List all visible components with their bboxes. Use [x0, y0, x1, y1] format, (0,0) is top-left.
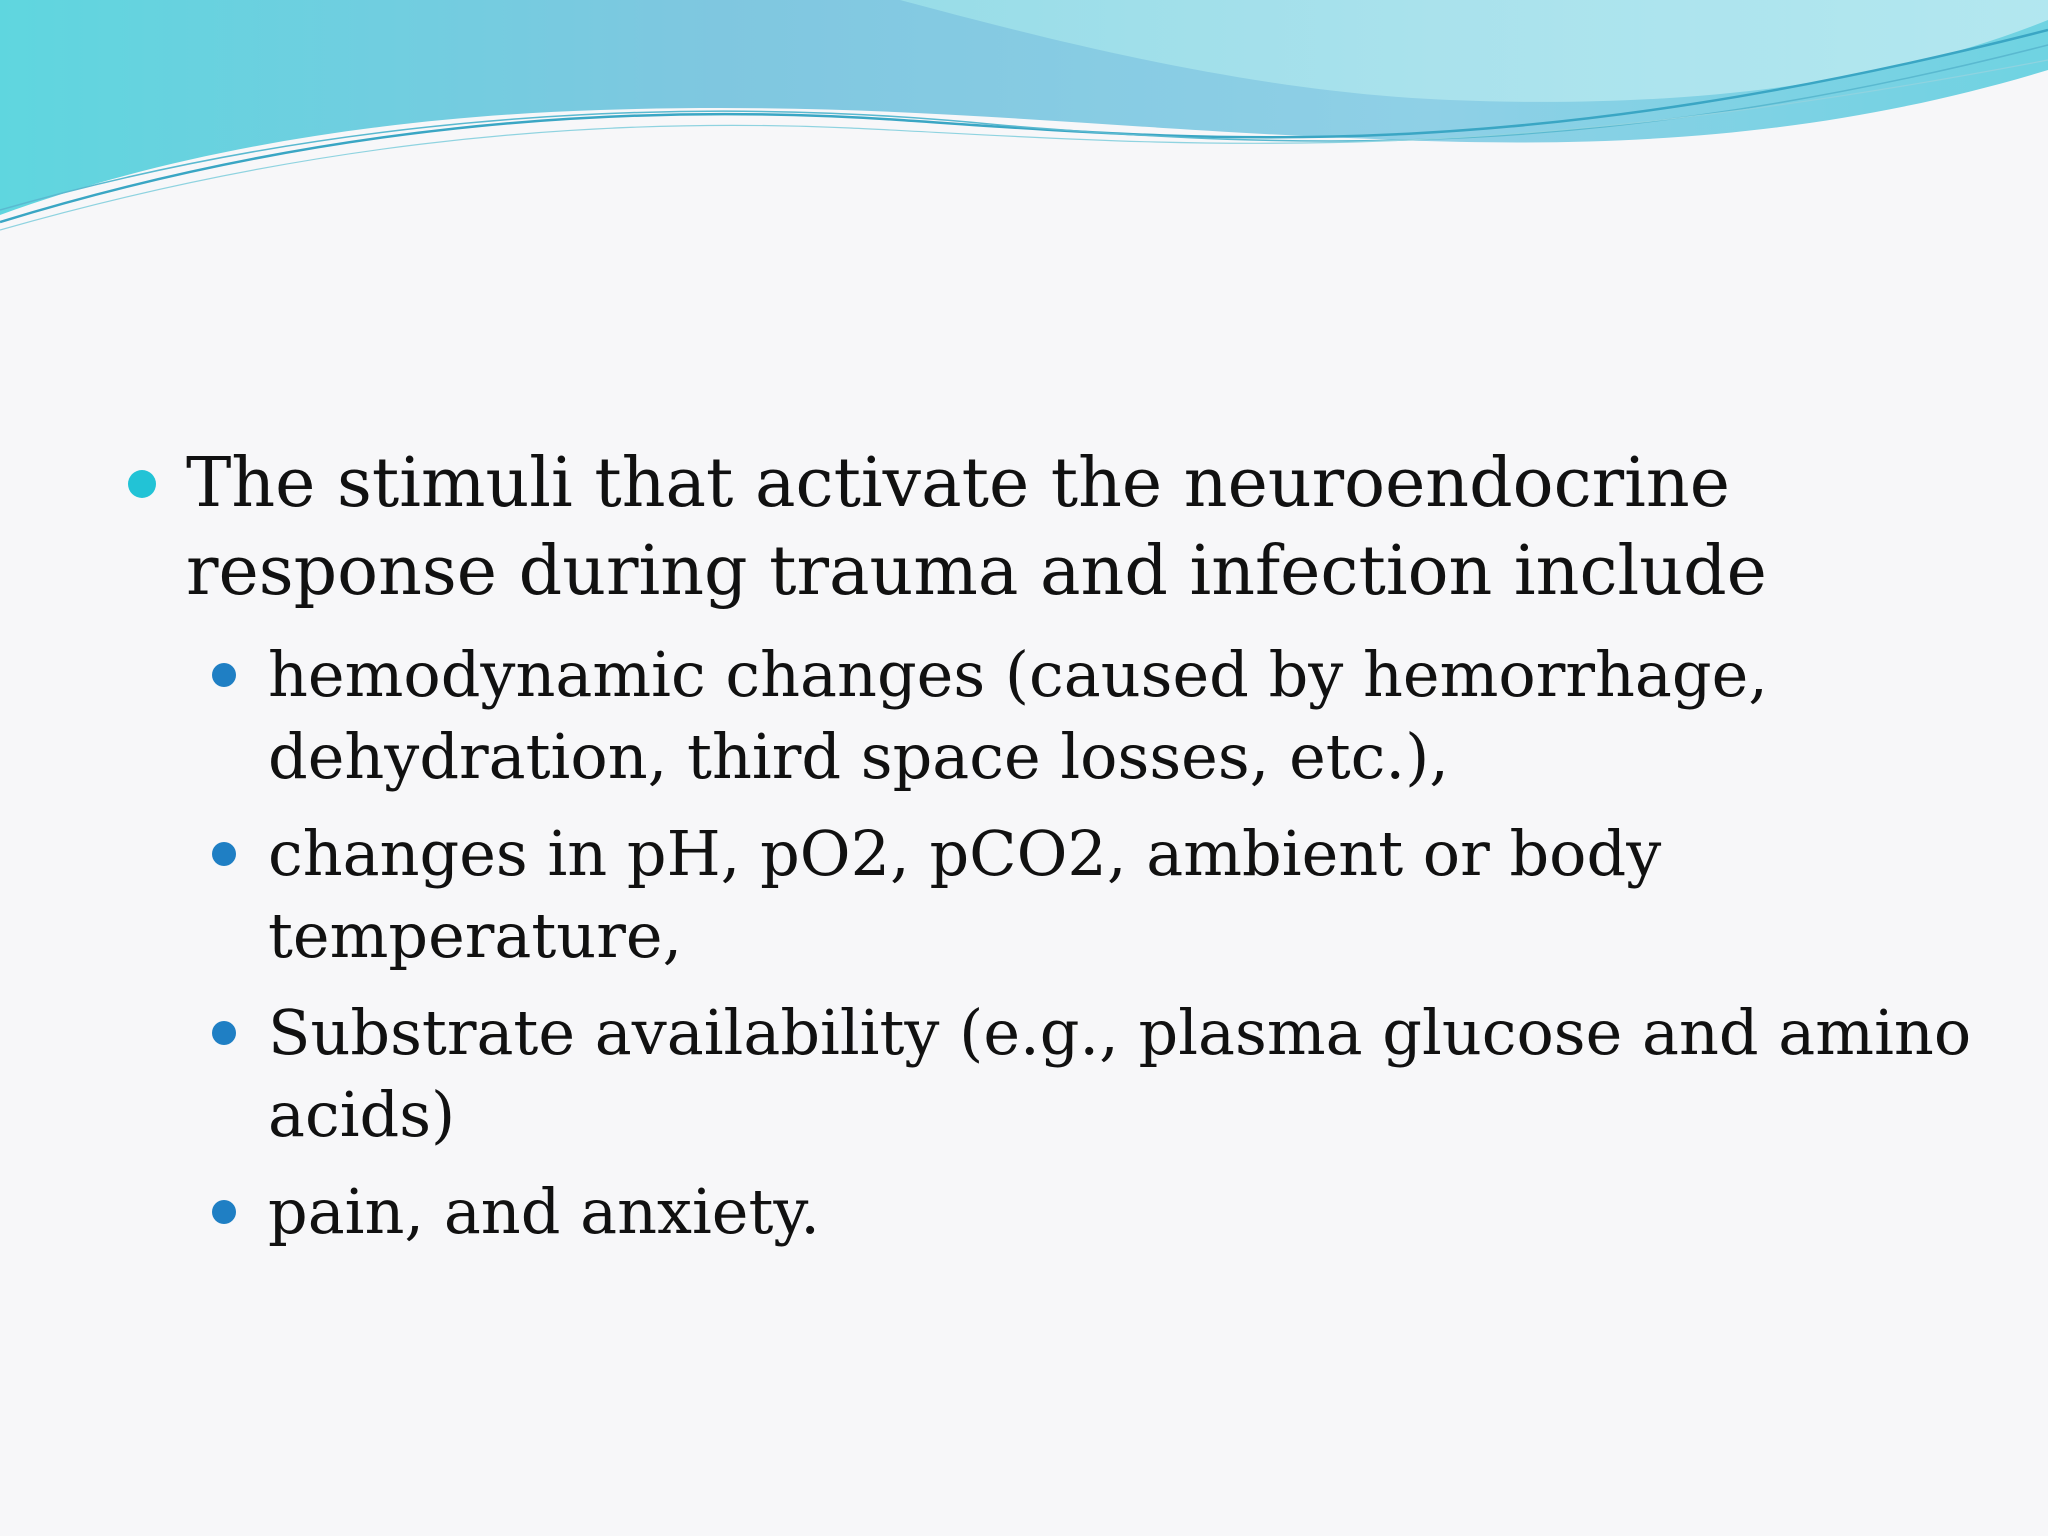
sub-bullet-item	[212, 634, 1988, 798]
sub-bullet-text: Substrate availability (e.g., plasma glucose and amino acids)	[268, 996, 1972, 1151]
sub-bullet-text: hemodynamic changes (caused by hemorrhage, dehydration, third space losses, etc.),	[268, 638, 1768, 793]
bullet-item	[128, 440, 1988, 616]
sub-bullet-text: pain, and anxiety.	[268, 1175, 820, 1248]
bullet-dot-icon	[128, 470, 156, 498]
sub-bullet-dot-icon	[212, 663, 236, 687]
sub-bullet-item	[212, 1171, 1988, 1253]
bullet-list	[128, 440, 1988, 1268]
sub-bullet-dot-icon	[212, 1021, 236, 1045]
sub-bullet-dot-icon	[212, 842, 236, 866]
sub-bullet-text: changes in pH, pO2, pCO2, ambient or body temperature,	[268, 817, 1662, 972]
sub-bullet-item	[212, 992, 1988, 1156]
sub-bullet-dot-icon	[212, 1200, 236, 1224]
header-wave-decoration	[0, 0, 2048, 240]
bullet-text: The stimuli that activate the neuroendocrine response during trauma and infection include	[186, 444, 1767, 611]
sub-bullet-item	[212, 813, 1988, 977]
